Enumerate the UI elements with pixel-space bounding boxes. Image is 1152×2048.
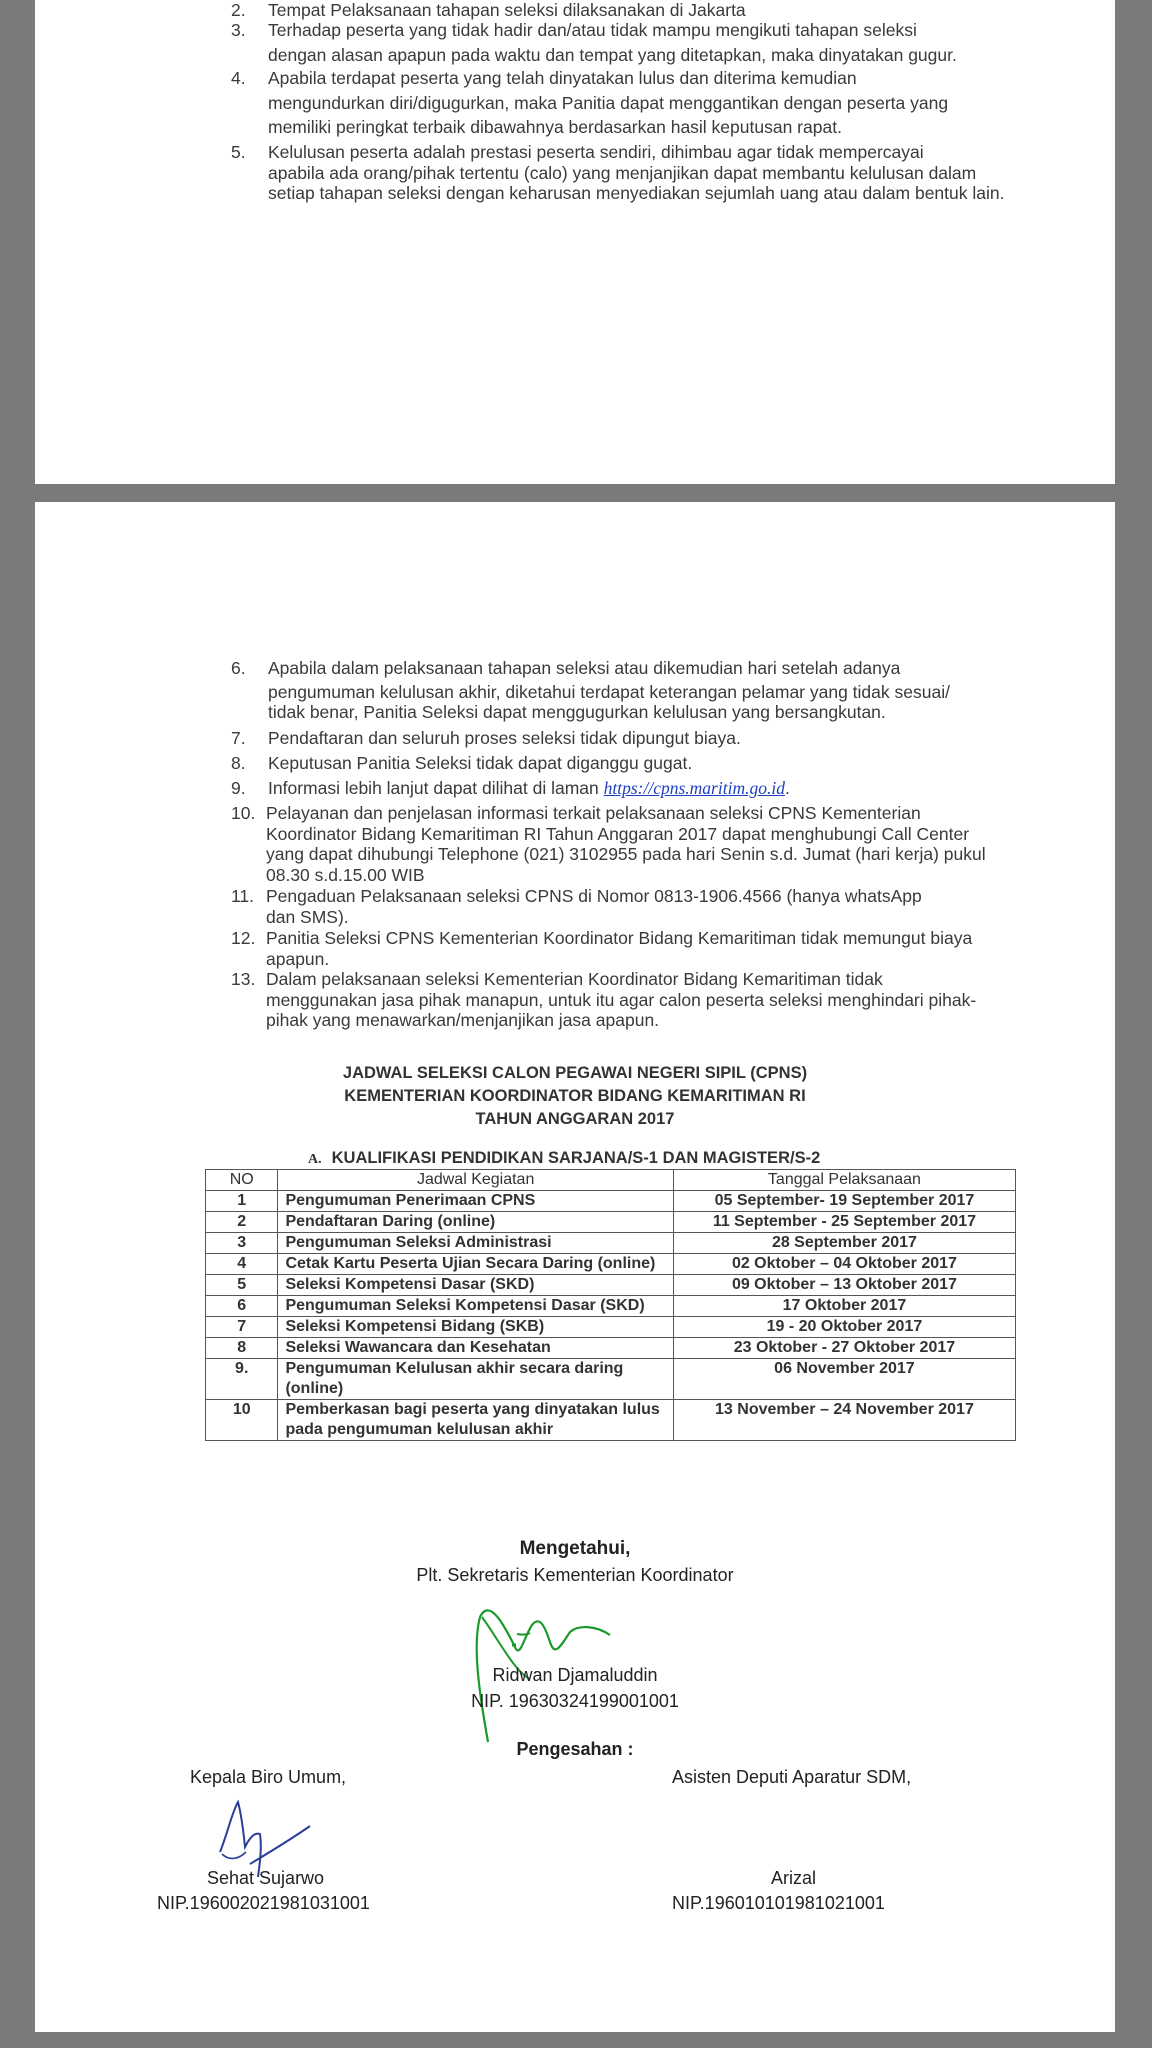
cell-act: Seleksi Kompetensi Bidang (SKB)	[278, 1317, 673, 1338]
header-no: NO	[206, 1170, 278, 1191]
schedule-table-body	[206, 1191, 1016, 1441]
cell-date: 19 - 20 Oktober 2017	[673, 1317, 1015, 1338]
cell-date: 02 Oktober – 04 Oktober 2017	[673, 1254, 1015, 1275]
mengetahui-role: Plt. Sekretaris Kementerian Koordinator	[416, 1565, 734, 1585]
left-signer-nip: NIP.196002021981031001	[157, 1893, 370, 1913]
item-number: 12.	[231, 928, 256, 948]
table-row	[206, 1233, 1016, 1254]
cell-no: 9.	[206, 1359, 278, 1400]
title-line: JADWAL SELEKSI CALON PEGAWAI NEGERI SIPIL (CPNS)	[342, 1064, 808, 1082]
table-row	[206, 1191, 1016, 1212]
pengesahan-label: Pengesahan :	[516, 1739, 634, 1759]
cpns-website-link[interactable]: https://cpns.maritim.go.id	[603, 778, 785, 798]
cell-act: Pendaftaran Daring (online)	[278, 1212, 673, 1233]
item-line: Koordinator Bidang Kemaritiman RI Tahun Anggaran 2017 dapat menghubungi Call Center	[266, 823, 970, 844]
table-row	[206, 1254, 1016, 1275]
cell-act: Seleksi Wawancara dan Kesehatan	[278, 1338, 673, 1359]
item-line: Apabila terdapat peserta yang telah dinyatakan lulus dan diterima kemudian	[268, 68, 857, 88]
section-title: KUALIFIKASI PENDIDIKAN SARJANA/S-1 DAN MAGISTER/S-2	[331, 1149, 821, 1167]
item-line: tidak benar, Panitia Seleksi dapat menggugurkan kelulusan yang bersangkutan.	[268, 702, 886, 722]
cell-no: 4	[206, 1254, 278, 1275]
cell-act: Pemberkasan bagi peserta yang dinyatakan lulus pada pengumuman kelulusan akhir	[278, 1400, 673, 1441]
cell-no: 8	[206, 1338, 278, 1359]
item-line: dan SMS).	[266, 906, 349, 927]
document-page-1	[35, 0, 1115, 484]
table-row	[206, 1296, 1016, 1317]
cell-no: 2	[206, 1212, 278, 1233]
table-row	[206, 1275, 1016, 1296]
cell-act: Pengumuman Seleksi Kompetensi Dasar (SKD)	[278, 1296, 673, 1317]
table-row	[206, 1212, 1016, 1233]
item-line: setiap tahapan seleksi dengan keharusan menyediakan sejumlah uang atau dalam bentuk lain.	[268, 183, 1005, 203]
cell-act: Cetak Kartu Peserta Ujian Secara Daring (online)	[278, 1254, 673, 1275]
schedule-table	[205, 1169, 1016, 1441]
title-line: TAHUN ANGGARAN 2017	[475, 1110, 675, 1128]
cell-date: 09 Oktober – 13 Oktober 2017	[673, 1275, 1015, 1296]
left-signer-name: Sehat Sujarwo	[207, 1868, 325, 1888]
cell-act: Pengumuman Kelulusan akhir secara daring (online)	[278, 1359, 673, 1400]
table-row	[206, 1317, 1016, 1338]
item-number: 6.	[231, 658, 246, 678]
cell-act: Pengumuman Penerimaan CPNS	[278, 1191, 673, 1212]
item-number: 4.	[231, 68, 246, 88]
cell-act: Seleksi Kompetensi Dasar (SKD)	[278, 1275, 673, 1296]
table-row	[206, 1400, 1016, 1441]
cell-no: 10	[206, 1400, 278, 1441]
item-line: Keputusan Panitia Seleksi tidak dapat diganggu gugat.	[268, 753, 693, 773]
item-number: 3.	[231, 20, 246, 40]
header-activity: Jadwal Kegiatan	[278, 1170, 673, 1191]
cell-act: Pengumuman Seleksi Administrasi	[278, 1233, 673, 1254]
right-signer-role: Asisten Deputi Aparatur SDM,	[672, 1767, 912, 1787]
item-line: memiliki peringkat terbaik dibawahnya berdasarkan hasil keputusan rapat.	[268, 117, 842, 137]
item-number: 11.	[231, 886, 255, 906]
item-text: Informasi lebih lanjut dapat dilihat di laman	[268, 778, 604, 798]
item-number: 5.	[231, 142, 246, 162]
item-number: 10.	[231, 803, 256, 823]
cell-date: 17 Oktober 2017	[673, 1296, 1015, 1317]
cell-no: 1	[206, 1191, 278, 1212]
mengetahui-nip: NIP. 19630324199001001	[471, 1691, 679, 1711]
item-line: apapun.	[266, 948, 330, 969]
table-row	[206, 1338, 1016, 1359]
item-number: 8.	[231, 753, 246, 773]
title-line: KEMENTERIAN KOORDINATOR BIDANG KEMARITIMAN RI	[344, 1087, 806, 1105]
item-line: Apabila dalam pelaksanaan tahapan seleksi atau dikemudian hari setelah adanya	[268, 658, 901, 678]
item-text: .	[784, 778, 790, 798]
cell-no: 3	[206, 1233, 278, 1254]
item-line: Panitia Seleksi CPNS Kementerian Koordinator Bidang Kemaritiman tidak memungut biaya	[266, 928, 973, 948]
item-line: dengan alasan apapun pada waktu dan tempat yang ditetapkan, maka dinyatakan gugur.	[268, 44, 957, 65]
right-signer-name: Arizal	[771, 1868, 817, 1888]
item-line: yang dapat dihubungi Telephone (021) 3102955 pada hari Senin s.d. Jumat (hari kerja) pukul	[266, 844, 986, 864]
cell-no: 7	[206, 1317, 278, 1338]
item-line: Dalam pelaksanaan seleksi Kementerian Koordinator Bidang Kemaritiman tidak	[266, 969, 883, 989]
left-signer-role: Kepala Biro Umum,	[190, 1767, 347, 1787]
item-line: Kelulusan peserta adalah prestasi peserta sendiri, dihimbau agar tidak mempercayai	[268, 142, 924, 162]
mengetahui-name: Ridwan Djamaluddin	[492, 1665, 658, 1685]
item-number: 9.	[231, 778, 246, 798]
schedule-title	[35, 1062, 1115, 1131]
item-line: Pengaduan Pelaksanaan seleksi CPNS di Nomor 0813-1906.4566 (hanya whatsApp	[266, 886, 922, 906]
cell-date: 06 November 2017	[673, 1359, 1015, 1400]
cell-date: 13 November – 24 November 2017	[673, 1400, 1015, 1441]
right-signer-nip: NIP.196010101981021001	[672, 1893, 885, 1913]
document-page-2	[35, 502, 1115, 2032]
cell-date: 23 Oktober - 27 Oktober 2017	[673, 1338, 1015, 1359]
item-number: 13.	[231, 969, 256, 989]
item-line: Pendaftaran dan seluruh proses seleksi tidak dipungut biaya.	[268, 728, 741, 748]
item-line: apabila ada orang/pihak tertentu (calo) yang menjanjikan dapat membantu kelulusan dalam	[268, 162, 977, 183]
item-line: mengundurkan diri/digugurkan, maka Panitia dapat menggantikan dengan peserta yang	[268, 92, 949, 113]
item-number: 2.	[231, 0, 246, 20]
table-header-row	[206, 1170, 1016, 1191]
cell-date: 28 September 2017	[673, 1233, 1015, 1254]
section-heading	[308, 1149, 820, 1168]
cell-date: 11 September - 25 September 2017	[673, 1212, 1015, 1233]
item-line: pihak yang menawarkan/menjanjikan jasa apapun.	[266, 1010, 660, 1030]
cell-no: 5	[206, 1275, 278, 1296]
cell-no: 6	[206, 1296, 278, 1317]
item-line: Pelayanan dan penjelasan informasi terkait pelaksanaan seleksi CPNS Kementerian	[266, 803, 921, 823]
item-line: 08.30 s.d.15.00 WIB	[266, 864, 425, 885]
item-line: Terhadap peserta yang tidak hadir dan/atau tidak mampu mengikuti tahapan seleksi	[268, 20, 917, 40]
mengetahui-label: Mengetahui,	[519, 1538, 631, 1559]
header-date: Tanggal Pelaksanaan	[673, 1170, 1015, 1191]
table-row	[206, 1359, 1016, 1400]
item-line: Tempat Pelaksanaan tahapan seleksi dilaksanakan di Jakarta	[268, 0, 746, 20]
item-line: menggunakan jasa pihak manapun, untuk itu agar calon peserta seleksi menghindari pihak-	[266, 989, 977, 1010]
item-line: pengumuman kelulusan akhir, diketahui terdapat keterangan pelamar yang tidak sesuai/	[268, 681, 950, 702]
item-number: 7.	[231, 728, 246, 748]
cell-date: 05 September- 19 September 2017	[673, 1191, 1015, 1212]
section-label: A.	[308, 1152, 322, 1167]
